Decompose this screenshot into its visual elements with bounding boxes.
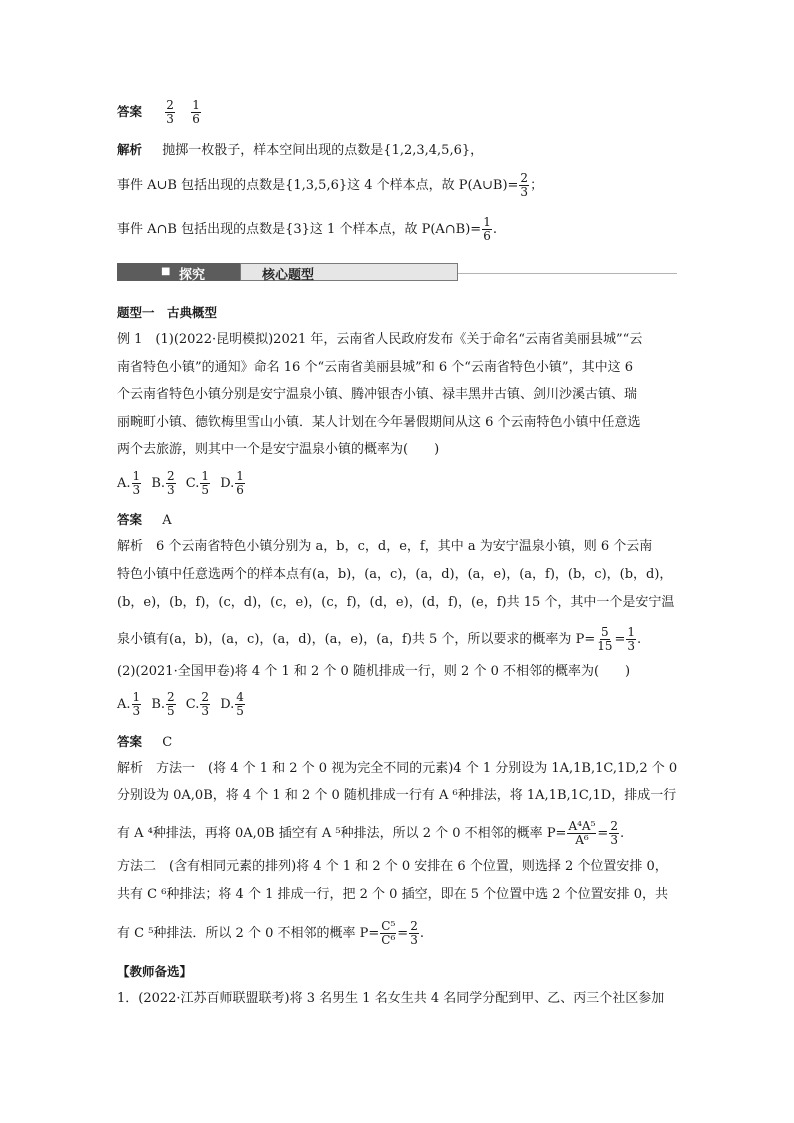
intersection-line: 事件 A∩B 包括出现的点数是{3}这 1 个样本点，故 P(A∩B)= $\frac{1}{6}$ . bbox=[117, 215, 497, 243]
ex1-options bbox=[117, 470, 251, 497]
teacher-note-item-1: 1．(2022·江苏百师联盟联考)将 3 名男生 1 名女生共 4 名同学分配到甲、乙、丙三个社区参加 bbox=[117, 991, 665, 1006]
ex1-line-2: 南省特色小镇”的通知》命名 16 个“云南省美丽县城”和 6 个“云南省特色小镇”，其中这 6 bbox=[117, 360, 633, 375]
ex2-options bbox=[117, 691, 251, 718]
ex1-answer-line bbox=[117, 511, 172, 530]
intro-answer-line bbox=[117, 99, 202, 126]
section-divider bbox=[458, 273, 677, 274]
ex1-analysis-line-1: 解析 6 个云南省特色小镇分别为 a，b，c，d，e，f，其中 a 为安宁温泉小镇，则 6 个云南 bbox=[117, 539, 653, 554]
union-text: 事件 A∪B 包括出现的点数是{1,3,5,6}这 4 个样本点，故 P(A∪B)= bbox=[117, 178, 519, 193]
ex1-option-a: A. $\frac{1}{3}$ bbox=[117, 469, 141, 497]
analysis-text: 抛掷一枚骰子，样本空间出现的点数是{1,2,3,4,5,6}， bbox=[162, 143, 484, 158]
ex2-method1-fraction-1: $\frac{\text{A⁴A⁵}}{\text{A⁶}}$ bbox=[568, 819, 596, 847]
union-line: 事件 A∪B 包括出现的点数是{1,3,5,6}这 4 个样本点，故 P(A∪B)= $\frac{2}{3}$ ； bbox=[117, 171, 544, 199]
ex1-option-c: C. $\frac{1}{5}$ bbox=[185, 469, 210, 497]
ex2-method1-line-1: 解析 方法一 (将 4 个 1 和 2 个 0 视为完全不同的元素)4 个 1 分别设为 1A,1B,1C,1D,2 个 0 bbox=[117, 761, 678, 776]
union-fraction: $\frac{2}{3}$ bbox=[520, 171, 529, 199]
ex2-method1-fraction-2: $\frac{2}{3}$ bbox=[610, 819, 618, 847]
answer-fraction-1: $\frac{2}{3}$ bbox=[166, 98, 174, 126]
answer-label: 答案 bbox=[117, 104, 143, 119]
ex2-answer-label: 答案 bbox=[117, 734, 143, 749]
ex1-final-fraction-1: $\frac{5}{15}$ bbox=[597, 625, 613, 653]
ex2-method2-final-line: 有 C ⁵种排法．所以 2 个 0 不相邻的概率 P= $\frac{\text{C⁵}}{\text{C⁶}}$ = $\frac{2}{3}$ . bbox=[117, 919, 424, 947]
ex1-analysis-line-2: 特色小镇中任意选两个的样本点有(a，b)，(a，c)，(a，d)，(a，e)，(a，f)，(b，c)，(b，d)， bbox=[117, 567, 673, 582]
intersection-text: 事件 A∩B 包括出现的点数是{3}这 1 个样本点，故 P(A∩B)= bbox=[117, 222, 482, 237]
analysis-label: 解析 bbox=[117, 142, 143, 157]
section-title: 核心题型 bbox=[262, 268, 315, 283]
square-bullet-icon: ■ bbox=[161, 266, 171, 277]
ex1-final-line: 泉小镇有(a，b)，(a，c)，(a，d)，(a，e)，(a，f)共 5 个，所以要求的概率为 P= $\frac{5}{15}$ = $\frac{1}{3}$ . bbox=[117, 625, 642, 653]
ex2-option-a: A. $\frac{1}{3}$ bbox=[117, 690, 141, 718]
section-tag: 探究 bbox=[179, 268, 206, 283]
ex1-line-3: 个云南省特色小镇分别是安宁温泉小镇、腾冲银杏小镇、禄丰黑井古镇、剑川沙溪古镇、瑞 bbox=[117, 387, 638, 402]
ex1-line-4: 丽畹町小镇、德钦梅里雪山小镇．某人计划在今年暑假期间从这 6 个云南特色小镇中任意选 bbox=[117, 415, 641, 430]
intro-analysis-line bbox=[117, 141, 483, 160]
ex1-line-5: 两个去旅游，则其中一个是安宁温泉小镇的概率为( ) bbox=[117, 442, 440, 457]
ex1-option-d: D. $\frac{1}{6}$ bbox=[220, 469, 244, 497]
ex2-option-b: B. $\frac{2}{5}$ bbox=[151, 690, 175, 718]
ex2-method1-line-2: 分别设为 0A,0B，将 4 个 1 和 2 个 0 随机排成一行有 A ⁶种排法，将 1A,1B,1C,1D，排成一行 bbox=[117, 788, 677, 803]
intersection-fraction: $\frac{1}{6}$ bbox=[483, 215, 491, 243]
ex2-option-d: D. $\frac{4}{5}$ bbox=[220, 690, 244, 718]
ex1-answer-value: A bbox=[162, 513, 172, 528]
ex2-method2-fraction-2: $\frac{2}{3}$ bbox=[410, 919, 418, 947]
ex2-option-c: C. $\frac{2}{3}$ bbox=[185, 690, 210, 718]
ex1-final-fraction-2: $\frac{1}{3}$ bbox=[627, 625, 636, 653]
ex2-method2-fraction-1: $\frac{\text{C⁵}}{\text{C⁶}}$ bbox=[381, 919, 396, 947]
ex2-method1-final-line: 有 A ⁴种排法，再将 0A,0B 插空有 A ⁵种排法，所以 2 个 0 不相邻的概率 P= $\frac{\text{A⁴A⁵}}{\text{A⁶}}$ = $\frac{2}{3}$ . bbox=[117, 819, 625, 847]
ex2-answer-value: C bbox=[162, 735, 173, 750]
ex1-line-1: 例 1 (1)(2022·昆明模拟)2021 年，云南省人民政府发布《关于命名“云南省美丽县城”“云 bbox=[117, 332, 643, 347]
ex2-method2-line-1: 方法二 (含有相同元素的排列)将 4 个 1 和 2 个 0 安排在 6 个位置，则选择 2 个位置安排 0， bbox=[117, 859, 668, 874]
ex1-answer-label: 答案 bbox=[117, 512, 143, 527]
type-heading: 题型一 古典概型 bbox=[117, 305, 218, 320]
ex1-analysis-line-3: (b，e)，(b，f)，(c，d)，(c，e)，(c，f)，(d，e)，(d，f)，(e，f)共 15 个，其中一个是安宁温 bbox=[117, 595, 675, 610]
ex2-answer-line bbox=[117, 733, 172, 752]
ex1-option-b: B. $\frac{2}{3}$ bbox=[151, 469, 175, 497]
section-header-band bbox=[117, 262, 677, 284]
answer-fraction-2: $\frac{1}{6}$ bbox=[192, 98, 200, 126]
ex2-question: (2)(2021·全国甲卷)将 4 个 1 和 2 个 0 随机排成一行，则 2 个 0 不相邻的概率为( ) bbox=[117, 664, 631, 679]
ex2-method2-line-2: 共有 C ⁶种排法；将 4 个 1 排成一行，把 2 个 0 插空，即在 5 个位置中选 2 个位置安排 0，共 bbox=[117, 887, 669, 902]
teacher-note-label: 【教师备选】 bbox=[117, 964, 193, 979]
